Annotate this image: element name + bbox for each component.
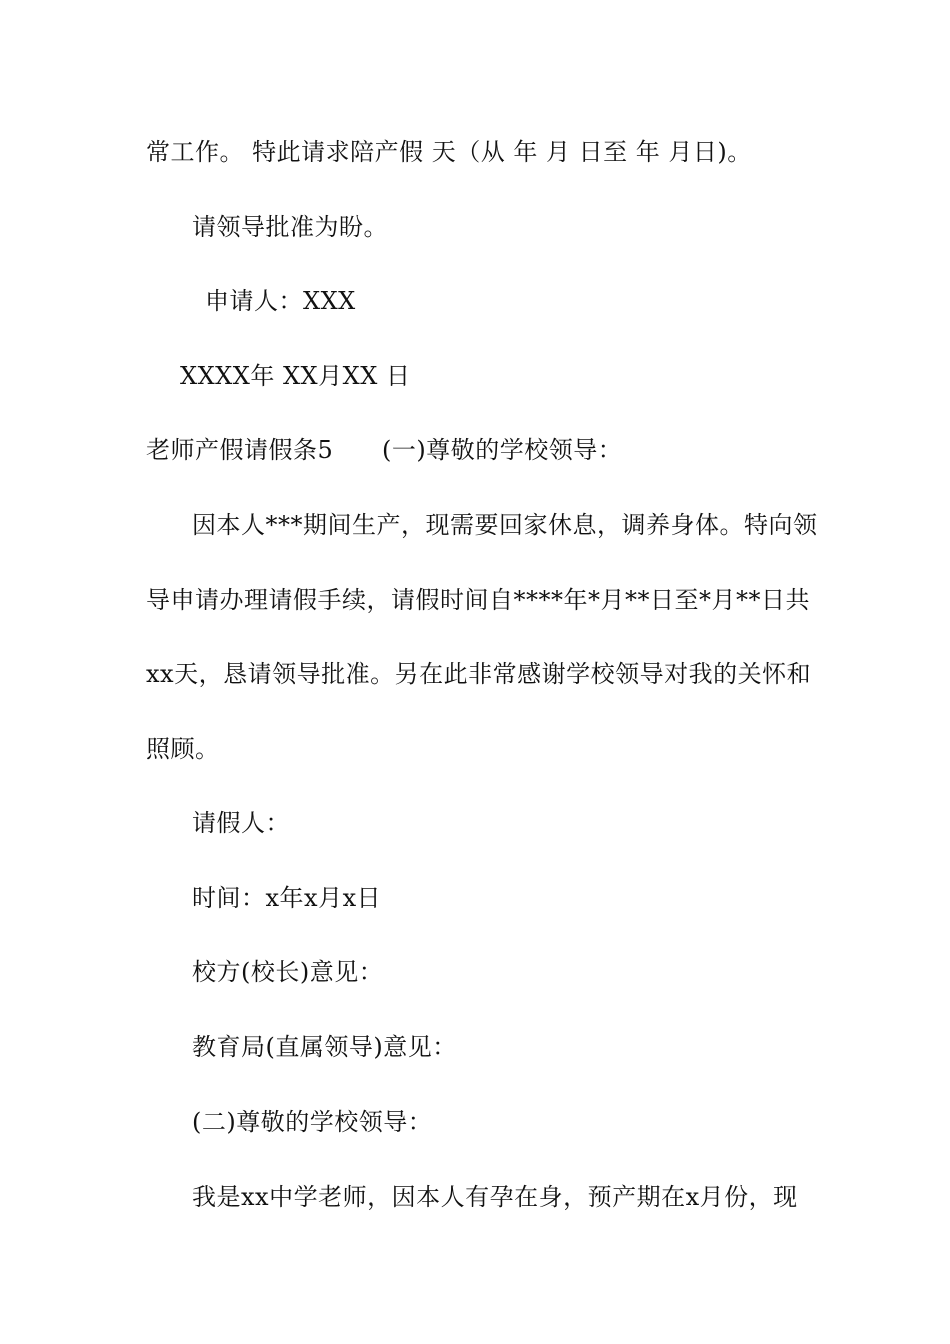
section-heading: 老师产假请假条5 (一)尊敬的学校领导：	[146, 436, 623, 464]
text-line-applicant: 申请人：XXX	[205, 287, 356, 315]
paragraph-line-1: 因本人***期间生产，现需要回家休息，调养身体。特向领	[192, 511, 818, 539]
text-line-date: XXXX年 XX月XX 日	[180, 362, 411, 390]
paragraph-line-3: xx天，恳请领导批准。另在此非常感谢学校领导对我的关怀和	[146, 660, 812, 688]
text-line-approval-request: 请领导批准为盼。	[192, 213, 388, 241]
text-line-principal-opinion: 校方(校长)意见：	[192, 958, 384, 986]
text-line-second-heading: (二)尊敬的学校领导：	[192, 1108, 433, 1136]
text-line-requester: 请假人：	[192, 809, 290, 837]
text-line-final-paragraph: 我是xx中学老师，因本人有孕在身，预产期在x月份，现	[192, 1183, 798, 1211]
text-line-leave-request: 常工作。 特此请求陪产假 天（从 年 月 日至 年 月日)。	[146, 138, 752, 166]
text-line-time: 时间：x年x月x日	[192, 884, 382, 912]
text-line-bureau-opinion: 教育局(直属领导)意见：	[192, 1033, 457, 1061]
paragraph-line-2: 导申请办理请假手续，请假时间自****年*月**日至*月**日共	[146, 586, 810, 614]
paragraph-line-4: 照顾。	[146, 735, 220, 763]
